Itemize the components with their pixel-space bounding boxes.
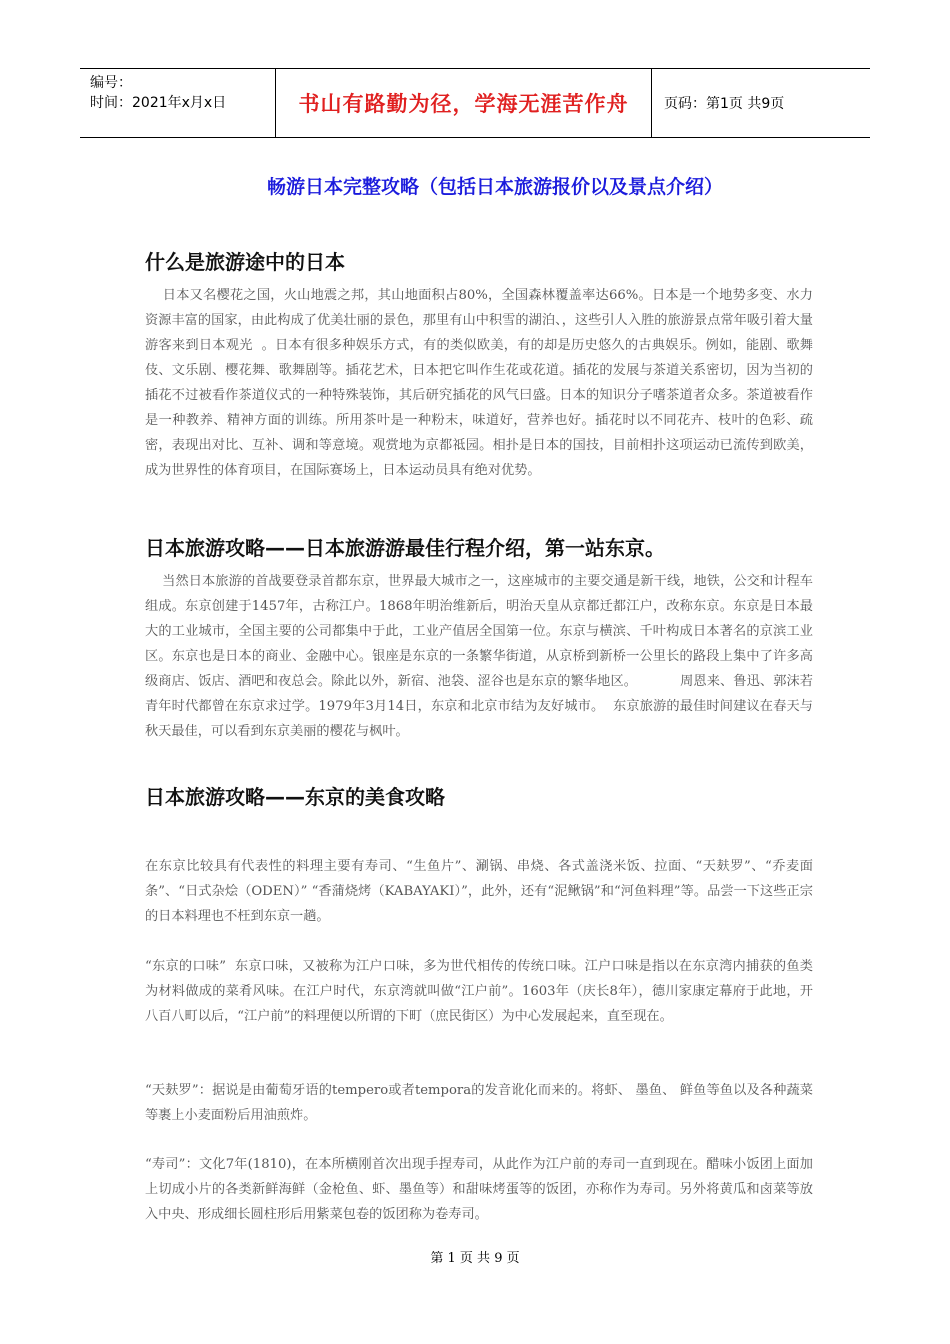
paragraph-tempura: “天麸罗”：据说是由葡萄牙语的tempero或者tempora的发音讹化而来的。将虾、 墨鱼、 鲜鱼等鱼以及各种蔬菜等裹上小麦面粉后用油煎炸。 xyxy=(145,1083,813,1123)
document-number: 编号： xyxy=(90,75,132,91)
paragraph-tokyo-taste: “东京的口味” 东京口味，又被称为江户口味，多为世代相传的传统口味。江户口味是指以在东京湾内捕获的鱼类为材料做成的菜肴风味。在江户时代，东京湾就叫做“江户前”。1603年（庆长8年），德川家康定幕府于此地，开八百八町以后，“江户前”的料理便以所谓的下町（庶民街区）为中心发展起来，直至现在。 xyxy=(145,959,813,1024)
section-heading-tokyo-food: 日本旅游攻略——东京的美食攻略 xyxy=(145,785,445,809)
page-header xyxy=(80,68,870,138)
paragraph-tokyo-itinerary: 当然日本旅游的首战要登录首都东京，世界最大城市之一，这座城市的主要交通是新干线，地铁，公交和计程车组成。东京创建于1457年，古称江户。1868年明治维新后，明治天皇从京都迁都江户，改称东京。东京是日本最大的工业城市，全国主要的公司都集中于此，工业产值居全国第一位。东京与横滨、千叶构成日本著名的京滨工业区。东京也是日本的商业、金融中心。银座是东京的一条繁华街道，从京桥到新桥一公里长的路段上集中了许多高级商店、饭店、酒吧和夜总会。除此以外，新宿、池袋、涩谷也是东京的繁华地区。 周恩来、鲁迅、郭沫若青年时代都曾在东京求过学。1979年3月14日，东京和北京市结为友好城市。 东京旅游的最佳时间建议在春天与秋天最佳，可以看到东京美丽的樱花与枫叶。 xyxy=(145,574,813,739)
document-time: 时间：2021年x月x日 xyxy=(90,95,227,111)
header-motto: 书山有路勤为径，学海无涯苦作舟 xyxy=(276,69,652,137)
paragraph-sushi: “寿司”：文化7年(1810)，在本所横刚首次出现手捏寿司，从此作为江户前的寿司一直到现在。醋味小饭团上面加上切成小片的各类新鲜海鲜（金枪鱼、虾、墨鱼等）和甜味烤蛋等的饭团，亦称作为寿司。另外将黄瓜和卤菜等放入中央、形成细长圆柱形后用紫菜包卷的饭团称为卷寿司。 xyxy=(145,1157,813,1222)
header-meta xyxy=(80,69,276,137)
document-title: 畅游日本完整攻略（包括日本旅游报价以及景点介绍） xyxy=(266,176,723,198)
header-page-number: 页码：第1页 共9页 xyxy=(664,96,785,112)
paragraph-japan-intro: 日本又名樱花之国，火山地震之邦，其山地面积占80%，全国森林覆盖率达66%。日本是一个地势多变、水力资源丰富的国家，由此构成了优美壮丽的景色，那里有山中积雪的湖泊、，这些引人入胜的旅游景点常年吸引着大量游客来到日本观光 。日本有很多种娱乐方式，有的类似欧美，有的却是历史悠久的古典娱乐。例如，能剧、歌舞伎、文乐剧、樱花舞、歌舞剧等。插花艺术，日本把它叫作生花或花道。插花的发展与茶道关系密切，因为当初的插花不过被看作茶道仪式的一种特殊装饰，其后研究插花的风气曰盛。日本的知识分子嗜茶道者众多。茶道被看作是一种教养、精神方面的训练。所用茶叶是一种粉末，味道好，营养也好。插花时以不同花卉、枝叶的色彩、疏密，表现出对比、互补、调和等意境。观赏地为京都祗园。相扑是日本的国技，目前相扑这项运动已流传到欧美，成为世界性的体育项目，在国际赛场上，日本运动员具有绝对优势。 xyxy=(145,288,813,478)
paragraph-tokyo-food-overview: 在东京比较具有代表性的料理主要有寿司、“生鱼片”、涮锅、串烧、各式盖浇米饭、拉面、“天麸罗”、“乔麦面条”、“日式杂烩（ODEN）” “香蒲烧烤（KABAYAKI）”，此外，还有“泥鳅锅”和“河鱼料理”等。品尝一下这些正宗的日本料理也不枉到东京一趟。 xyxy=(145,859,813,924)
page-footer: 第 1 页 共 9 页 xyxy=(430,1251,520,1266)
section-heading-tokyo-itinerary: 日本旅游攻略——日本旅游游最佳行程介绍，第一站东京。 xyxy=(145,536,665,560)
section-heading-japan-intro: 什么是旅游途中的日本 xyxy=(145,250,345,274)
